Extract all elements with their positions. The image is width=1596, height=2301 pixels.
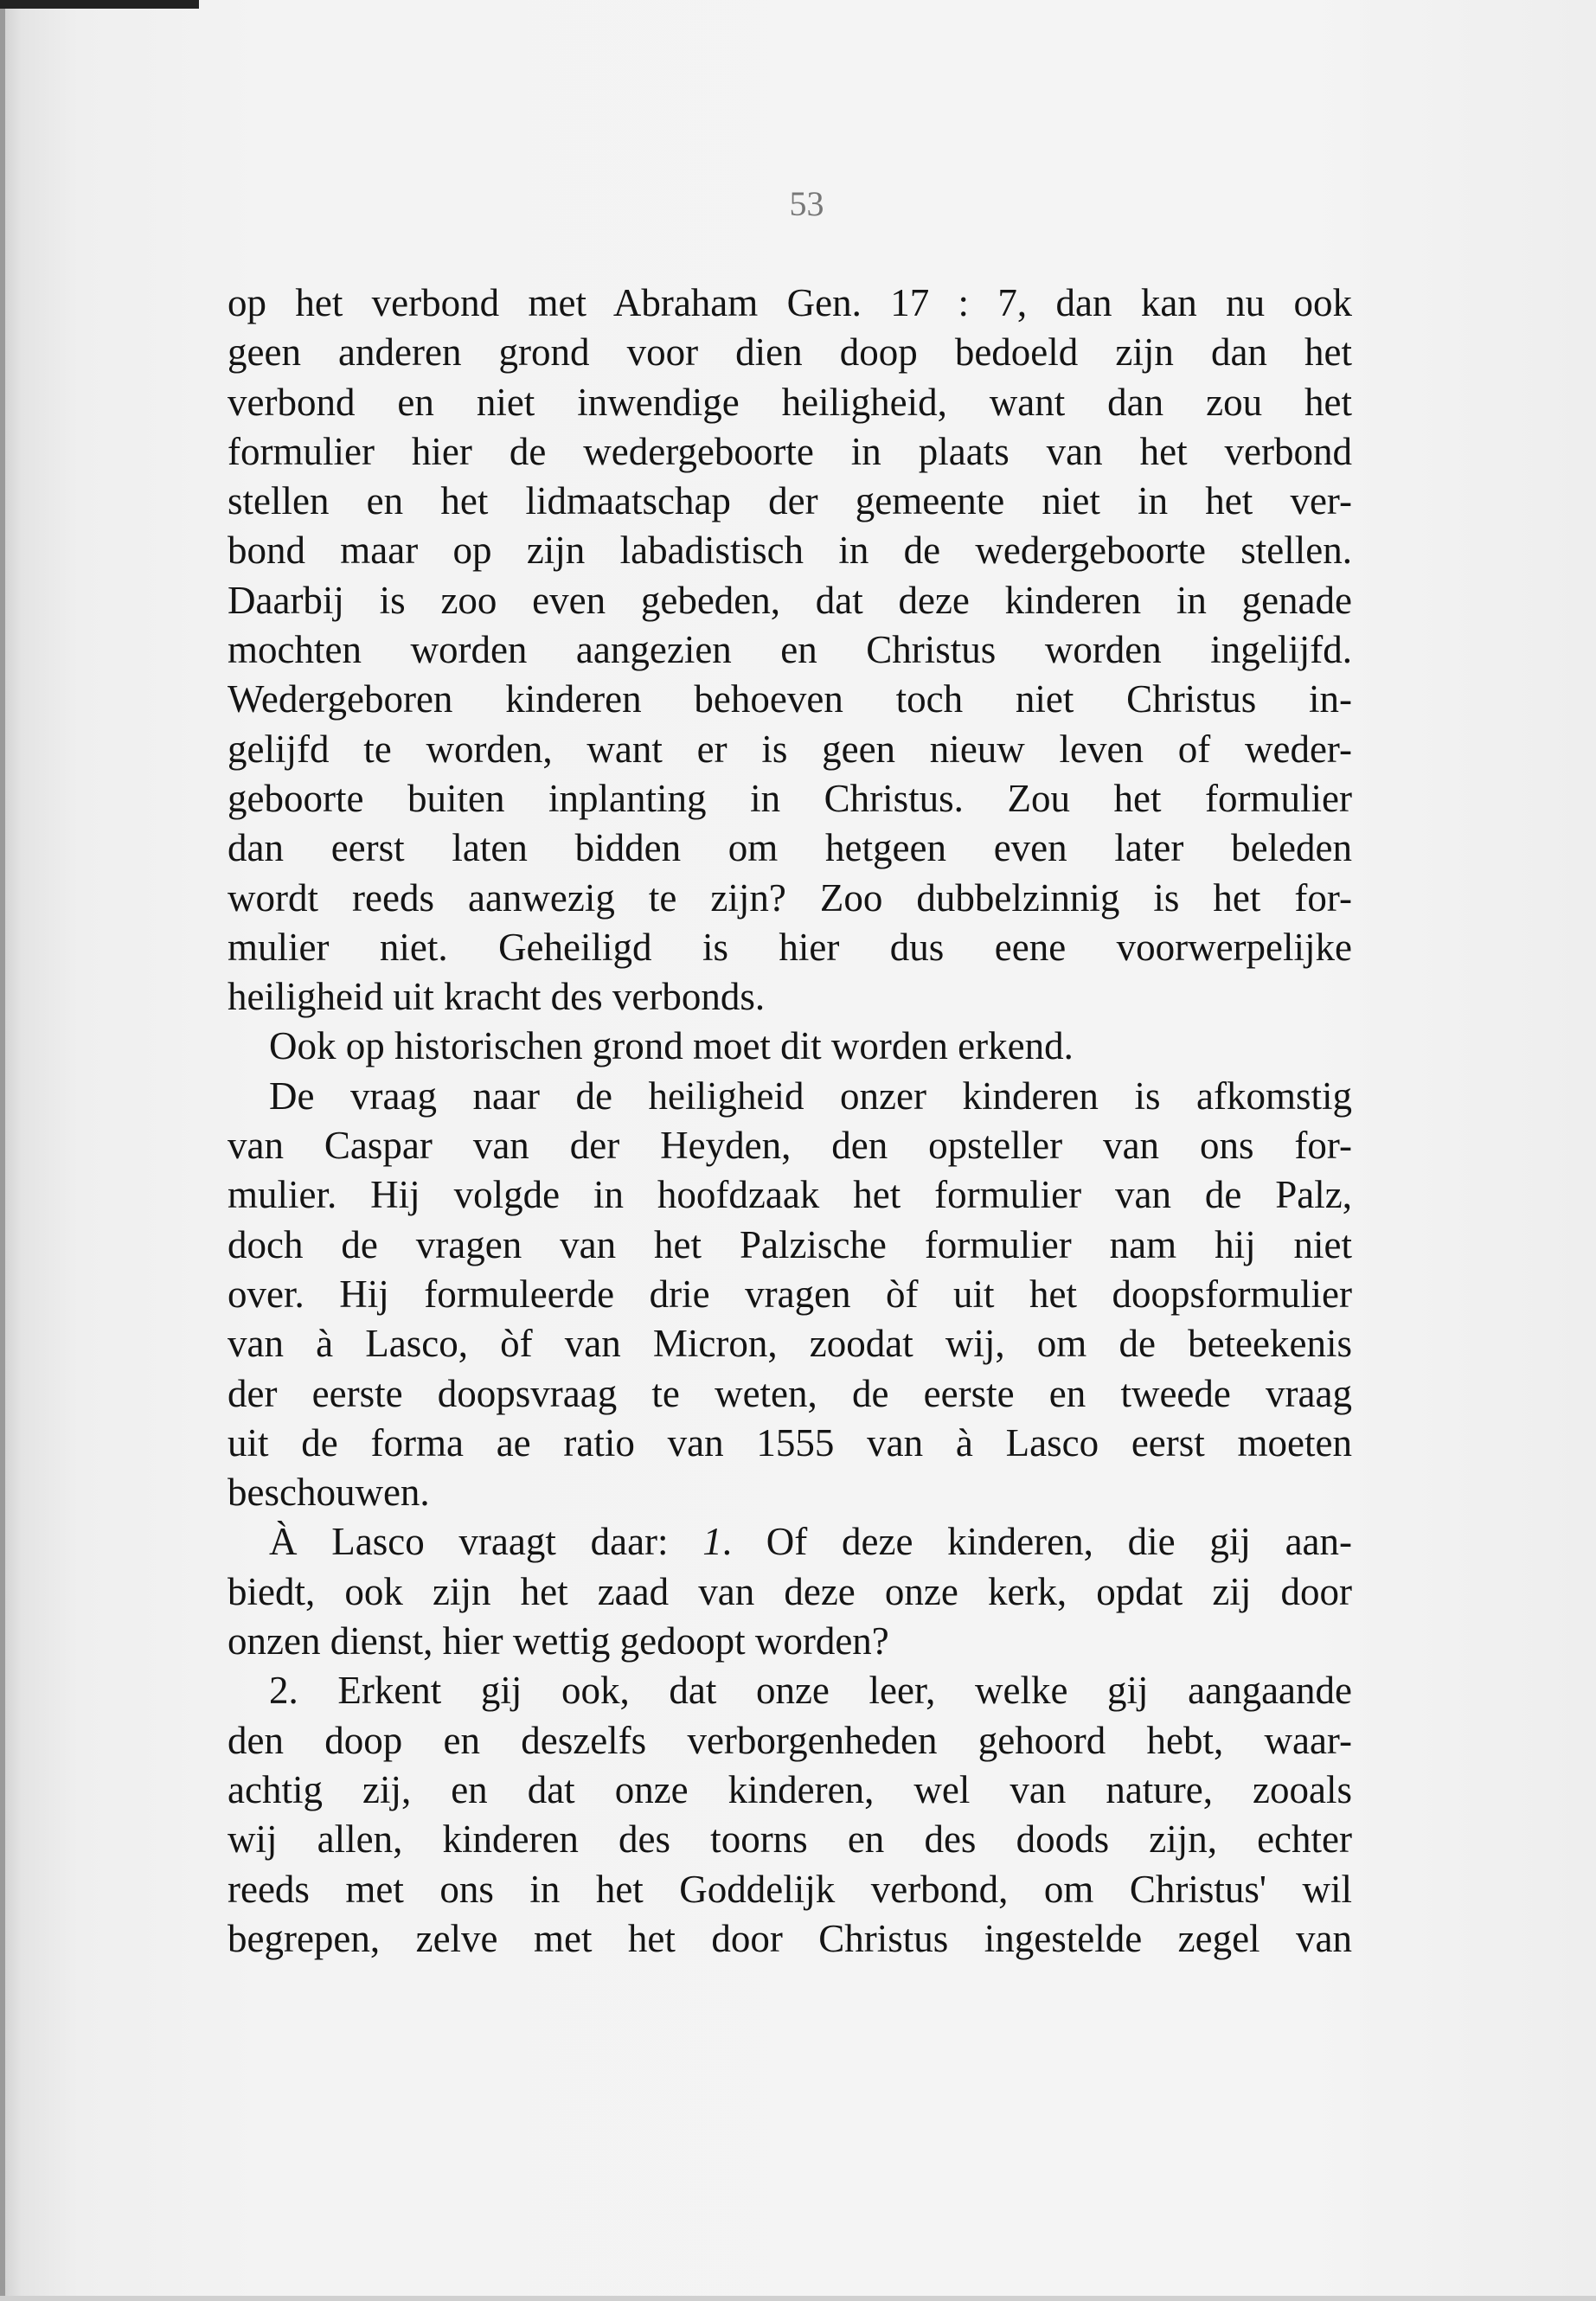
- text-line: wordt reeds aanwezig te zijn? Zoo dubbelzinnig is het for-: [228, 875, 1352, 920]
- text-line: den doop en deszelfs verborgenheden gehoord hebt, waar-: [228, 1718, 1352, 1762]
- text-line: biedt, ook zijn het zaad van deze onze kerk, opdat zij door: [228, 1569, 1352, 1613]
- text-line: over. Hij formuleerde drie vragen òf uit het doopsformulier: [228, 1272, 1352, 1316]
- text-line: stellen en het lidmaatschap der gemeente niet in het ver-: [228, 479, 1352, 523]
- text-line: Daarbij is zoo even gebeden, dat deze kinderen in genade: [228, 578, 1352, 622]
- text-line: van à Lasco, òf van Micron, zoodat wij, om de beteekenis: [228, 1322, 1352, 1366]
- text-line: uit de forma ae ratio van 1555 van à Lasco eerst moeten: [228, 1420, 1352, 1465]
- text-line: De vraag naar de heiligheid onzer kinderen is afkomstig: [269, 1074, 1352, 1118]
- page-number: 53: [789, 184, 824, 223]
- scan-bottom-edge: [0, 2296, 1596, 2301]
- text-line: mulier. Hij volgde in hoofdzaak het formulier van de Palz,: [228, 1173, 1352, 1217]
- text-segment: À Lasco vraagt daar:: [269, 1520, 703, 1564]
- text-segment: . Of deze kinderen, die gij aan-: [721, 1520, 1353, 1564]
- text-line: [228, 1517, 1352, 1567]
- text-line: op het verbond met Abraham Gen. 17 : 7, dan kan nu ook: [228, 281, 1352, 324]
- text-line: verbond en niet inwendige heiligheid, want dan zou het: [228, 380, 1352, 424]
- body-text: [228, 279, 1352, 1964]
- text-line: gelijfd te worden, want er is geen nieuw leven of weder-: [228, 727, 1352, 771]
- text-line: mochten worden aangezien en Christus worden ingelijfd.: [228, 628, 1352, 672]
- text-line: heiligheid uit kracht des verbonds.: [228, 975, 766, 1019]
- text-line: geen anderen grond voor dien doop bedoeld zijn dan het: [228, 330, 1352, 375]
- text-line: mulier niet. Geheiligd is hier dus eene voorwerpelijke: [228, 925, 1352, 969]
- text-line: 2. Erkent gij ook, dat onze leer, welke gij aangaande: [269, 1669, 1352, 1713]
- text-line: begrepen, zelve met het door Christus ingestelde zegel van: [228, 1916, 1352, 1960]
- text-line: onzen dienst, hier wettig gedoopt worden?: [228, 1619, 889, 1663]
- text-line: geboorte buiten inplanting in Christus. Zou het formulier: [228, 776, 1352, 820]
- text-line: beschouwen.: [228, 1471, 430, 1515]
- text-line: doch de vragen van het Palzische formulier nam hij niet: [228, 1222, 1352, 1266]
- text-line: Wedergeboren kinderen behoeven toch niet Christus in-: [228, 677, 1352, 721]
- text-line: Ook op historischen grond moet dit worden erkend.: [269, 1024, 1074, 1068]
- italic-numeral: 1: [702, 1520, 722, 1564]
- text-line: wij allen, kinderen des toorns en des doods zijn, echter: [228, 1817, 1352, 1862]
- text-line: achtig zij, en dat onze kinderen, wel van nature, zooals: [228, 1767, 1352, 1811]
- scan-top-edge-mark: [0, 0, 199, 9]
- text-line: bond maar op zijn labadistisch in de wedergeboorte stellen.: [228, 529, 1352, 573]
- text-line: van Caspar van der Heyden, den opsteller van ons for-: [228, 1124, 1352, 1168]
- text-line: reeds met ons in het Goddelijk verbond, om Christus' wil: [228, 1867, 1352, 1911]
- text-line: formulier hier de wedergeboorte in plaats van het verbond: [228, 429, 1352, 473]
- text-line: dan eerst laten bidden om hetgeen even later beleden: [228, 826, 1352, 870]
- scan-left-edge: [0, 0, 5, 2301]
- text-line: der eerste doopsvraag te weten, de eerste en tweede vraag: [228, 1371, 1352, 1415]
